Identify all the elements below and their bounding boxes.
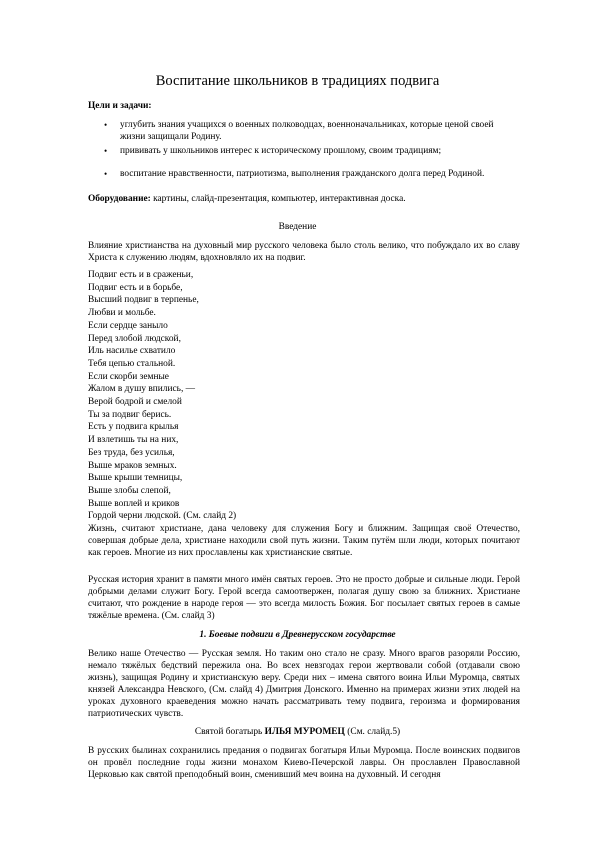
equipment-line [88,193,518,205]
poem-line: Выше крыши темницы, [88,473,183,484]
poem-line: Если сердце заныло [88,320,168,331]
poem-line: И взлетишь ты на них, [88,435,179,446]
equipment-label: Оборудование: [88,194,151,204]
paragraph-3: Велико наше Отечество — Русская земля. Но таким оно стало не сразу. Много врагов разоряли Россию, немало тяжёлых бедствий пережила она. Во всех невзгодах герои жертвовали собой (отдавали свою жизнь), защищая Родину и христианскую веру. Среди них – имена святого воина Ильи Муромца, святых князей Александра Невского, (См. слайд 4) Дмитрия Донского. Именно на примерах жизни этих людей на уроках духовного краеведения можно начать рассматривать тему подвига, героизма и формирования патриотических чувств. [88,649,520,719]
bullet-icon: • [104,120,108,130]
ilya-suffix: (См. слайд.5) [344,727,401,737]
poem-line: Любви и мольбе. [88,308,156,319]
poem-line: Иль насилье схватило [88,346,176,357]
poem-line: Выше злобы слепой, [88,485,171,496]
equipment-text: картины, слайд-презентация, компьютер, интерактивная доска. [150,194,406,204]
poem-line: Подвиг есть и в сраженьи, [88,270,194,280]
poem-line: Верой бодрой и смелой [88,397,182,408]
poem-line: Тебя цепью стальной. [88,358,176,369]
poem-line: Если скорби земные [88,371,169,382]
ilya-name: ИЛЬЯ МУРОМЕЦ [264,727,345,737]
poem-line: Перед злобой людской, [88,333,181,344]
poem-line: Жалом в душу впились, — [88,384,196,395]
section-1-title: 1. Боевые подвиги в Древнерусском государстве [199,630,396,640]
poem-line: Выше воплей и криков [88,498,180,509]
poem-line: Подвиг есть и в борьбе, [88,282,183,293]
poem-line: Гордой черни людской. (См. слайд 2) [88,511,237,522]
poem-line: Выше мраков земных. [88,460,177,471]
goal-item-3: воспитание нравственности, патриотизма, выполнения гражданского долга перед Родиной. [120,169,485,179]
goals-heading: Цели и задачи: [88,101,152,111]
intro-heading: Введение [278,222,317,232]
bullet-icon: • [104,169,108,179]
poem-line: Есть у подвига крылья [88,422,179,433]
intro-paragraph: Влияние христианства на духовный мир русского человека было столь велико, что побуждало их во славу Христа к служению людям, вдохновляло их на подвиг. [88,241,520,263]
paragraph-4: В русских былинах сохранились предания о подвигах богатыря Ильи Муромца. После воинских подвигов он провёл последние годы жизни монахом Киево-Печерской лавры. Он прославлен Православной Церковью как святой преподобный воин, сменивший меч воина на духовный. И сегодня [88,746,520,780]
ilya-heading [0,726,595,738]
poem-line: Ты за подвиг берись. [88,409,172,420]
goal-item-1: углубить знания учащихся о военных полководцах, военноначальниках, которые ценой своей жизни защищали Родину. [120,120,494,142]
ilya-prefix: Святой богатырь [194,727,265,737]
goal-item-2: прививать у школьников интерес к историческому прошлому, своим традициям; [120,146,442,156]
poem-line: Без труда, без усилья, [88,447,175,458]
poem [88,269,236,523]
bullet-icon: • [104,146,108,156]
paragraph-2: Русская история хранит в памяти много имён святых героев. Это не просто добрые и сильные люди. Герой добрыми делами служит Богу. Герой всегда самоотвержен, полагая душу свою за ближних. Христиане считают, что рождение в народе героя — это всегда милость Божия. Бог посылает святых героев в самые тяжёлые времена. (См. слайд 3) [88,575,520,621]
page-title: Воспитание школьников в традициях подвига [155,73,440,89]
poem-line: Высший подвиг в терпенье, [88,295,199,306]
paragraph-1: Жизнь, считают христиане, дана человеку для служения Богу и ближним. Защищая своё Отечество, совершая добрые дела, христиане находили свой путь жизни. Таким путём шли люди, которых почитают как героев. Многие из них прославлены как христианские святые. [88,524,520,558]
